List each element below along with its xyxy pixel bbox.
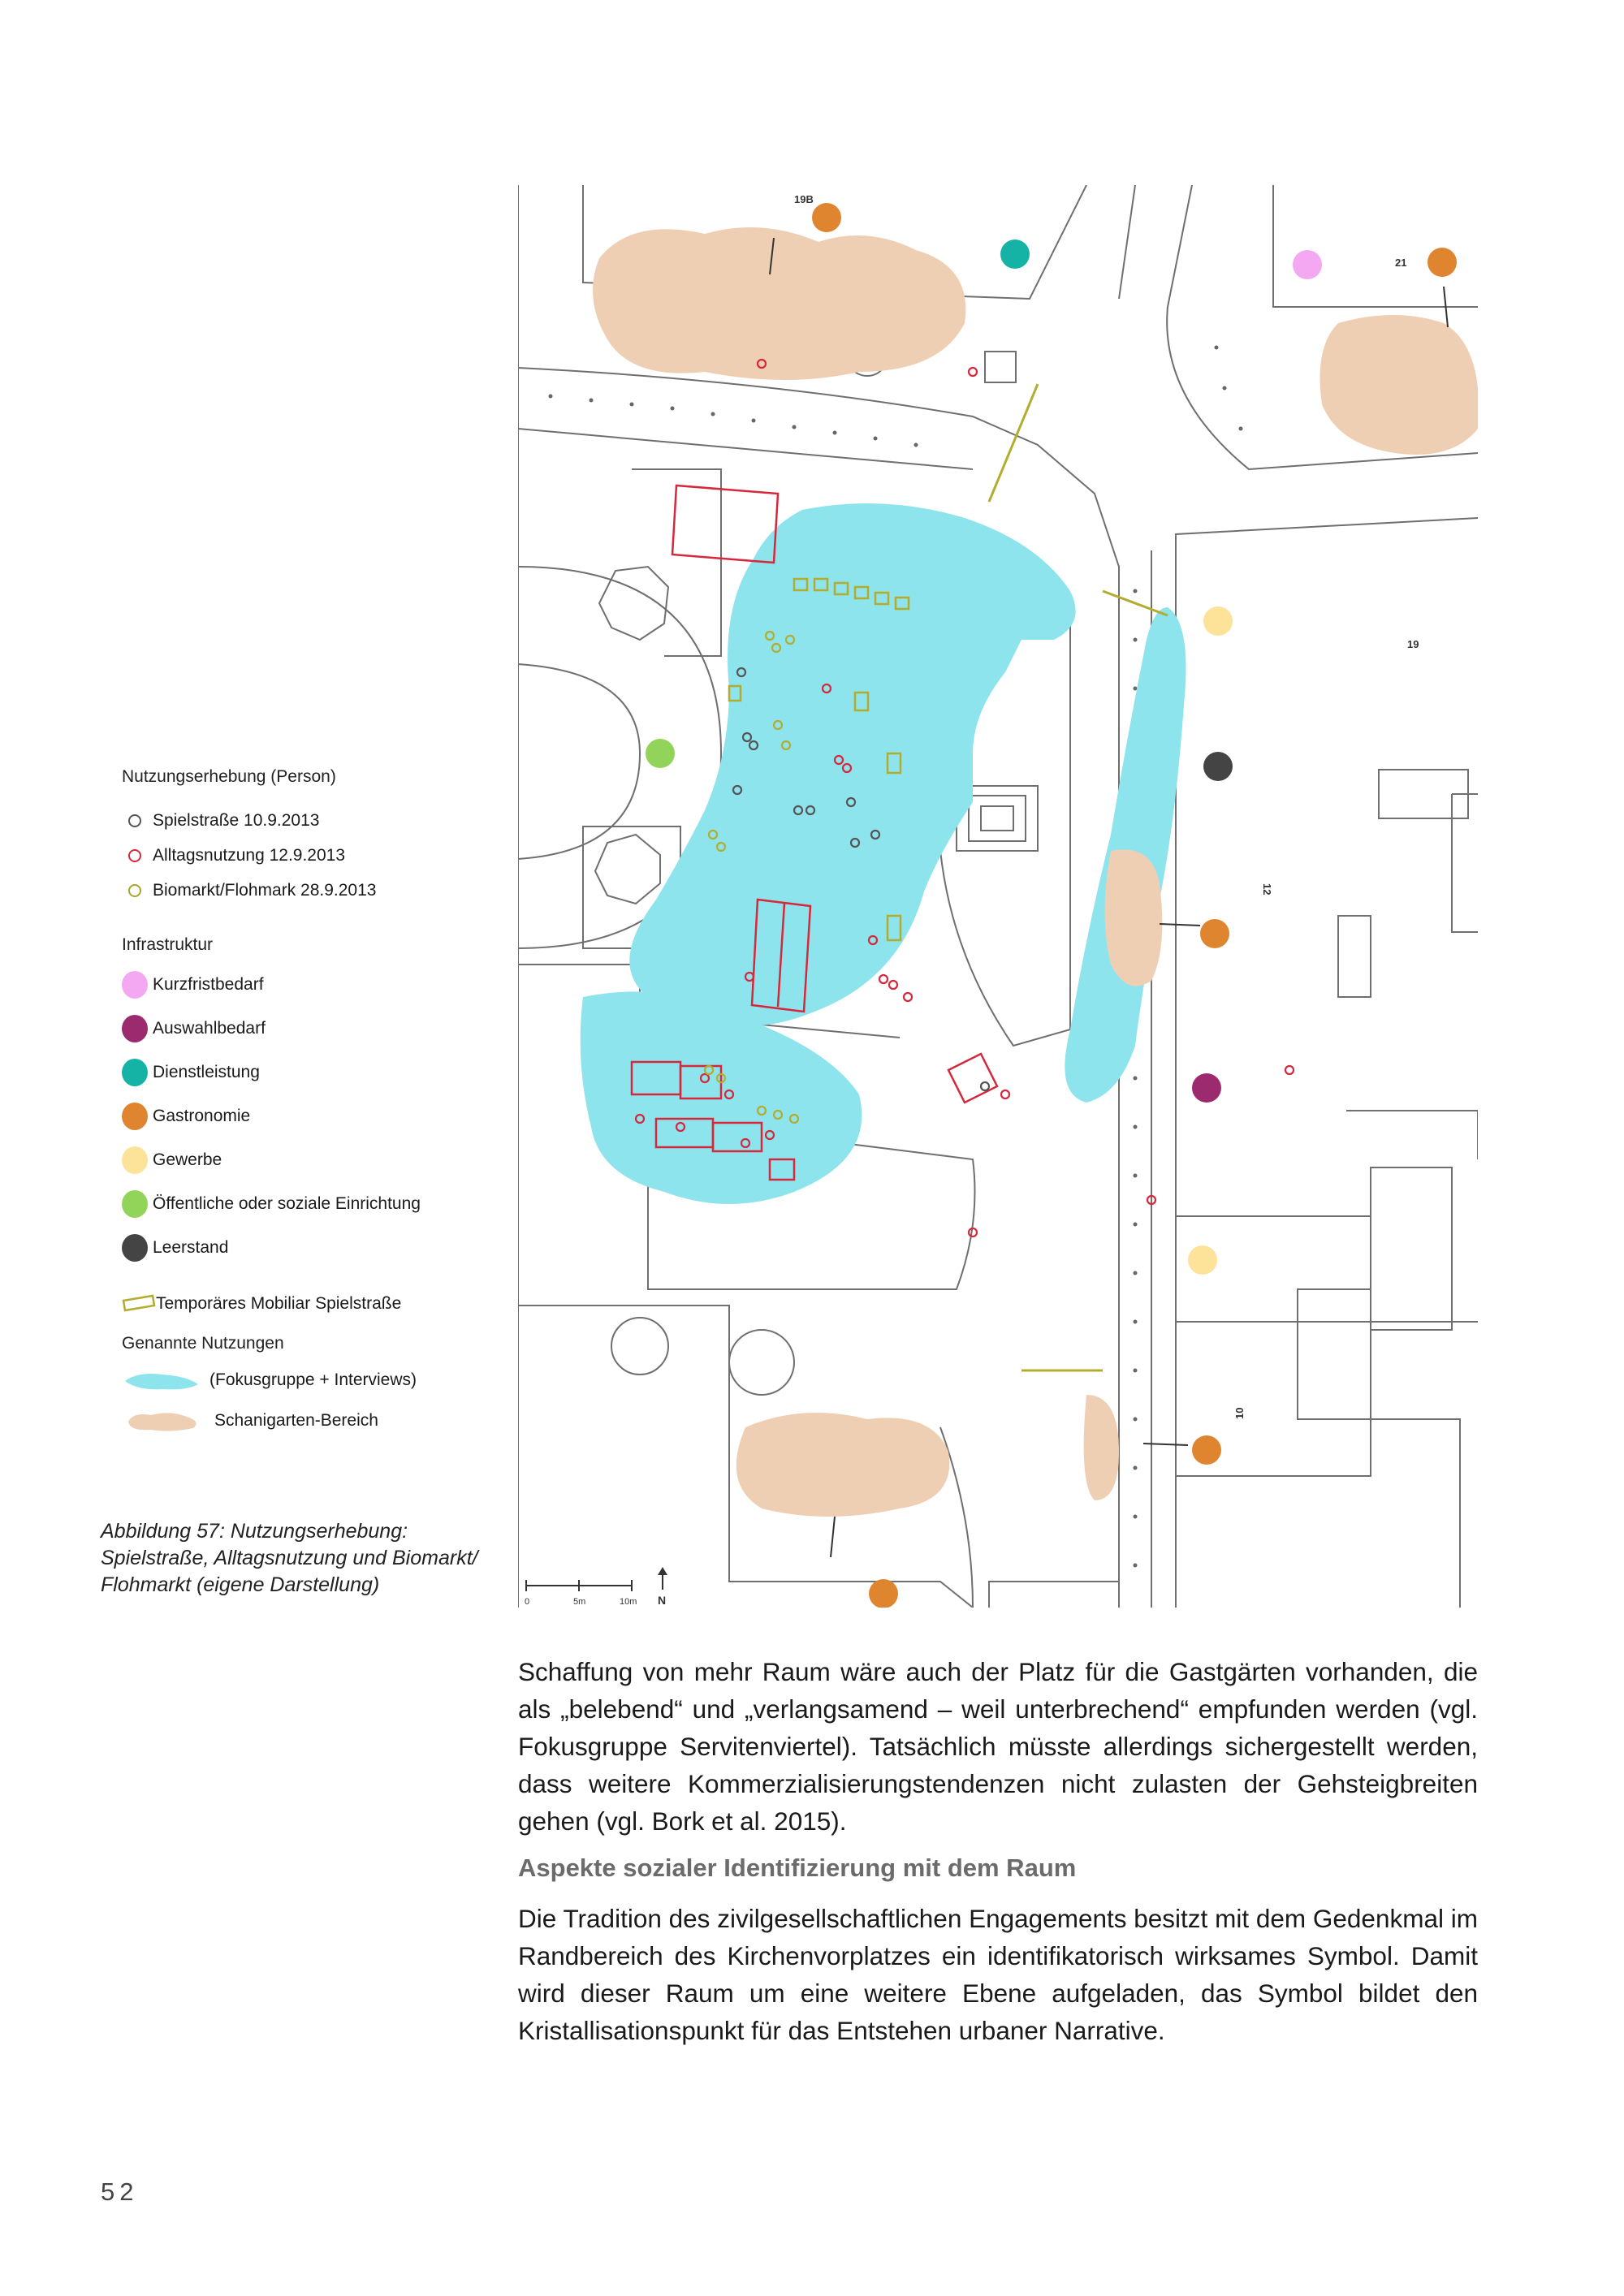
legend-item-auswahlbedarf: Auswahlbedarf	[122, 1007, 495, 1051]
legend-usage-title: Nutzungserhebung (Person)	[122, 767, 336, 786]
teal-dot-icon	[122, 1059, 148, 1086]
legend-item-schanigarten: Schanigarten-Bereich	[122, 1400, 495, 1441]
legend-item-dienstleistung: Dienstleistung	[122, 1051, 495, 1094]
paragraph-2: Die Tradition des zivilgesellschaftlichen Engagements besitzt mit dem Gedenkmal im Randbereich des Kirchenvorplatzes ein identifikatorisch wirksames Symbol. Damit wird dieser Raum um eine weitere Ebene aufgeladen, das Symbol bildet den Kristallisationspunkt für das Entstehen urbaner Narrative.	[518, 1904, 1478, 2045]
svg-text:10m: 10m	[620, 1597, 637, 1607]
mobiliar-icon	[122, 1294, 156, 1314]
body-text	[518, 1653, 1478, 2049]
legend-item-spielstrasse: Spielstraße 10.9.2013	[122, 803, 495, 838]
legend-item-biomarkt: Biomarkt/Flohmark 28.9.2013	[122, 873, 495, 908]
map-legend	[122, 767, 495, 1441]
legend-item-alltagsnutzung: Alltagsnutzung 12.9.2013	[122, 838, 495, 873]
beige-blob-icon	[122, 1407, 203, 1435]
legend-item-gastronomie: Gastronomie	[122, 1094, 495, 1138]
page-number: 52	[101, 2177, 139, 2206]
green-dot-icon	[122, 1190, 148, 1218]
legend-mentioned-title: Genannte Nutzungen	[122, 1334, 284, 1353]
svg-text:N: N	[658, 1594, 667, 1607]
legend-item-fokusgruppe: (Fokusgruppe + Interviews)	[122, 1360, 495, 1400]
house-number-19b: 19B	[794, 193, 814, 205]
legend-item-gewerbe: Gewerbe	[122, 1138, 495, 1182]
legend-infra-title: Infrastruktur	[122, 935, 214, 954]
red-ring-icon	[128, 849, 141, 862]
usage-survey-map	[518, 185, 1478, 1608]
legend-item-kurzfristbedarf: Kurzfristbedarf	[122, 963, 495, 1007]
figure-caption: Abbildung 57: Nutzungserhebung: Spielstraße, Alltagsnutzung und Biomarkt/ Flohmarkt (eigene Darstellung)	[101, 1520, 478, 1596]
svg-text:0: 0	[525, 1597, 530, 1607]
section-heading: Aspekte sozialer Identifizierung mit dem Raum	[518, 1854, 1077, 1882]
olive-ring-icon	[128, 884, 141, 897]
gray-ring-icon	[128, 814, 141, 827]
cyan-blob-icon	[122, 1366, 203, 1394]
house-number-10: 10	[1233, 1407, 1246, 1419]
house-number-21: 21	[1395, 257, 1407, 269]
house-number-19: 19	[1407, 638, 1419, 650]
paragraph-1: Schaffung von mehr Raum wäre auch der Platz für die Gastgärten vorhanden, die als „belebend“ und „verlangsamend – weil unterbrechend“ empfunden werden (vgl. Fokusgruppe Servitenviertel). Tatsächlich müsste allerdings sichergestellt werden, dass weitere Kommerzialisierungstendenzen nicht zulasten der Gehsteigbreiten gehen (vgl. Bork et al. 2015).	[518, 1657, 1478, 1836]
dark-dot-icon	[122, 1234, 148, 1262]
legend-item-leerstand: Leerstand	[122, 1226, 495, 1270]
svg-text:5m: 5m	[573, 1597, 586, 1607]
legend-item-mobiliar: Temporäres Mobiliar Spielstraße	[122, 1286, 495, 1321]
legend-item-oeffentlich: Öffentliche oder soziale Einrichtung	[122, 1182, 495, 1226]
purple-dot-icon	[122, 1015, 148, 1042]
house-number-12: 12	[1261, 883, 1273, 896]
orange-dot-icon	[122, 1103, 148, 1130]
yellow-dot-icon	[122, 1146, 148, 1174]
pink-dot-icon	[122, 971, 148, 999]
